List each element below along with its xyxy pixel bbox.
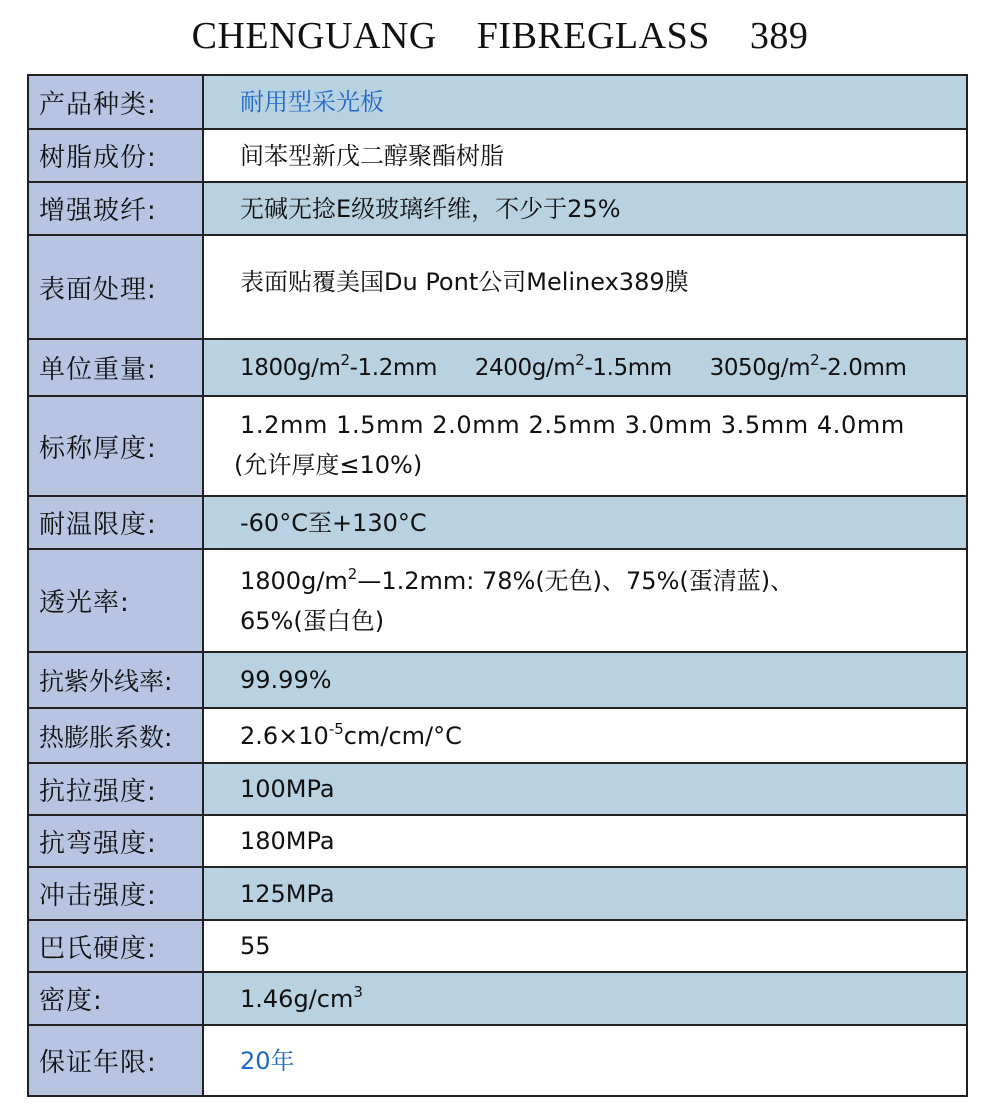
spec-table: [27, 74, 968, 1097]
row-label: 标称厚度:: [28, 396, 203, 496]
row-value: 间苯型新戊二醇聚酯树脂: [203, 129, 967, 182]
row-value: 耐用型采光板: [203, 75, 967, 129]
row-value: 180MPa: [203, 815, 967, 867]
row-label: 冲击强度:: [28, 867, 203, 920]
weight-1: $1800g/m^2-1.2mm$: [240, 350, 437, 381]
row-label: 单位重量:: [28, 339, 203, 396]
spec-row-fiber: [28, 182, 967, 235]
spec-row-tensile-strength: [28, 763, 967, 815]
spec-row-thermal-expansion: [28, 708, 967, 763]
row-value: [203, 235, 967, 339]
row-label: 密度:: [28, 972, 203, 1025]
row-value: 99.99%: [203, 652, 967, 708]
weight-3: $3050g/m^2-2.0mm$: [709, 350, 907, 381]
weight-2: $2400g/m^2-1.5mm$: [474, 350, 672, 381]
spec-row-thickness: [28, 396, 967, 496]
row-value: 20年: [203, 1025, 967, 1096]
row-label: 增强玻纤:: [28, 182, 203, 235]
row-value: $1.46g/cm^3$: [203, 972, 967, 1025]
spec-row-impact-strength: [28, 867, 967, 920]
row-label: 抗弯强度:: [28, 815, 203, 867]
row-label: 热膨胀系数:: [28, 708, 203, 763]
spec-row-barcol-hardness: [28, 920, 967, 972]
row-value: 55: [203, 920, 967, 972]
row-label: 树脂成份:: [28, 129, 203, 182]
thickness-tolerance: (允许厚度≤10%): [234, 451, 423, 479]
spec-row-density: [28, 972, 967, 1025]
surface-text: 表面贴覆美国Du Pont公司Melinex389膜: [240, 268, 689, 296]
row-value: 100MPa: [203, 763, 967, 815]
spec-row-unit-weight: [28, 339, 967, 396]
spec-row-warranty: [28, 1025, 967, 1096]
spec-row-resin: [28, 129, 967, 182]
spec-row-temperature: [28, 496, 967, 549]
row-label: 保证年限:: [28, 1025, 203, 1096]
spec-row-uv-resistance: [28, 652, 967, 708]
document-title: CHENGUANG FIBREGLASS 389: [191, 15, 809, 57]
transmittance-line-2: 65%(蛋白色): [240, 606, 385, 635]
transmittance-line-1: $1800g/m^2—1.2mm$: 78%(无色)、75%(蛋清蓝)、: [240, 564, 795, 595]
row-value: [203, 396, 967, 496]
row-value: [203, 549, 967, 652]
row-label: 抗拉强度:: [28, 763, 203, 815]
row-label: 抗紫外线率:: [28, 652, 203, 708]
row-label: 透光率:: [28, 549, 203, 652]
row-label: 产品种类:: [28, 75, 203, 129]
row-label: 巴氏硬度:: [28, 920, 203, 972]
spec-row-product-type: [28, 75, 967, 129]
row-label: 耐温限度:: [28, 496, 203, 549]
spec-row-flexural-strength: [28, 815, 967, 867]
row-value: $2.6\times 10^{-5}cm/cm/^\circ C$: [203, 708, 967, 763]
row-value: 无碱无捻E级玻璃纤维，不少于25%: [203, 182, 967, 235]
spec-row-surface: [28, 235, 967, 339]
spec-row-transmittance: [28, 549, 967, 652]
row-value: -60°C至+130°C: [203, 496, 967, 549]
row-label: 表面处理:: [28, 235, 203, 339]
row-value: [203, 339, 967, 396]
row-value: 125MPa: [203, 867, 967, 920]
thickness-list: 1.2mm 1.5mm 2.0mm 2.5mm 3.0mm 3.5mm 4.0mm: [240, 411, 905, 439]
